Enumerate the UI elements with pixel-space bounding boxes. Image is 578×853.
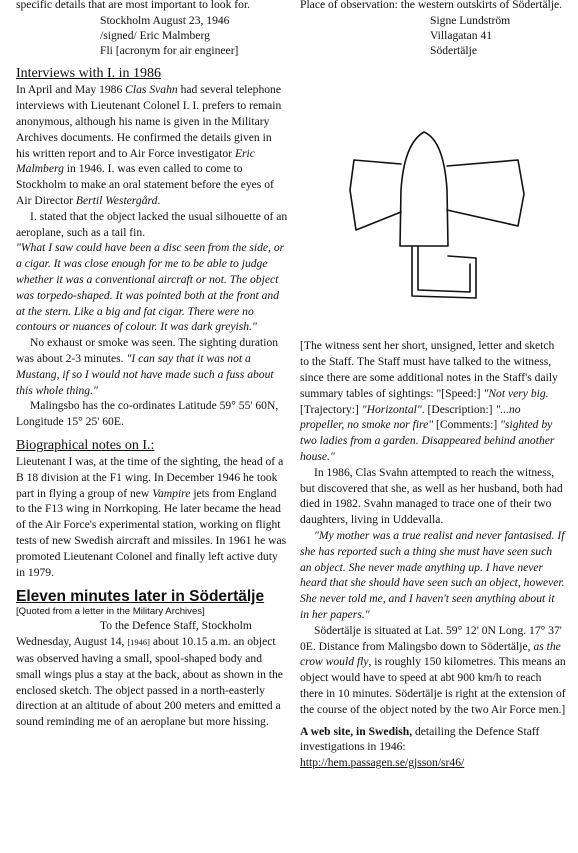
silhouette-paragraph: I. stated that the object lacked the usual silhouette of an aeroplane, such as a tail fin.: [16, 209, 288, 239]
daughter-quote: "My mother was a true realist and never fantasised. If she has reported such a thing she must have seen such an object. She never made anything up. I have never heard that she should have seen such an object, however. She never told me, and I haven't seen anything about it in her papers.": [300, 528, 565, 621]
right-column: [300, 0, 566, 771]
mustang-quote: "I can say that it was not a Mustang, if so I would not have made such a fuss about this whole thing.": [16, 351, 274, 397]
sketch-right-wing: [447, 160, 524, 226]
eleven-minutes-heading: Eleven minutes later in Södertälje: [16, 588, 265, 606]
bio-heading: Biographical notes on I.:: [16, 437, 155, 453]
place-of-observation: Place of observation: the western outskirts of Södertälje.: [300, 0, 563, 11]
exhaust-paragraph: No exhaust or smoke was seen. The sighting duration was about 2-3 minutes. "I can say that it was not a Mustang, if so I would not have made such a fuss about this whole thing.": [16, 336, 279, 397]
sig-line: Södertälje: [430, 44, 478, 58]
left-column: [16, 0, 288, 730]
coords-paragraph: Malingsbo has the co-ordinates Latitude 59° 55' 60N, Longitude 15° 25' 60E.: [16, 399, 279, 429]
sketch-body: [400, 132, 448, 246]
sig-line: Signe Lundström: [430, 13, 511, 27]
malmberg-signature: [100, 13, 288, 59]
letter-opening: To the Defence Staff, Stockholm: [100, 619, 252, 633]
sig-line: Villagatan 41: [430, 29, 493, 42]
sketch-left-wing: [350, 160, 401, 230]
letter-body: Wednesday, August 14, [1946] about 10.15 a.m. an object was observed having a small, spool-shaped body and small wings plus a stay at the back, about as shown in the enclosed sketch. The object passed in a north-easterly direction at an altitude of about 200 meters and emitted a sound reminding me of an aeroplane but more hissing.: [16, 635, 283, 729]
source-note: [Quoted from a letter in the Military Archives]: [16, 606, 205, 618]
lundstrom-signature: [430, 13, 566, 59]
interviews-paragraph: In April and May 1986 Clas Svahn had several telephone interviews with Lieutenant Colonel I. I. prefers to remain anonymous, although his name is given in the Military Archives documents. He confirmed the details given in his written report and to Air Force investigator Eric Malmberg in 1946. I. was even called to come to Stockholm to make an oral statement before the eyes of Air Director Bertil Westergård.: [16, 83, 282, 207]
witness-quote: "What I saw could have been a disc seen from the side, or a cigar. It was close enough for me to be able to judge whether it was a conventional aircraft or not. The object was torpedo-shaped. It was pointed both at the front and at the stern. Like a big and fat cigar. There were no contours or nuances of colour. It was dark greyish.": [16, 241, 285, 334]
sig-line: /signed/ Eric Malmberg: [100, 29, 210, 42]
staff-paragraph: [The witness sent her short, unsigned, letter and sketch to the Staff. The Staff must have talked to the witness, since there are some additional notes in the Staff's daily summary tables of sightings: "[Speed:] "Not very big. [Trajectory:] "Horizontal". [Description:] "...no propeller, no smoke nor fire" [Comments:] "sighted by two ladies from a garden. Disappeared behind another house.": [300, 339, 558, 463]
bio-paragraph: Lieutenant I was, at the time of the sighting, the head of a B 18 division at the F1 wing. In December 1946 he took part in flying a group of new Vampire jets from England to the F13 wing in Norrkoping. He later became the head of the Air Force's experimental station, working on flight tests of new Swedish aircraft and missiles. In 1961 he was promoted Lieutenant Colonel and finally left active duty in 1979.: [16, 454, 287, 579]
interviews-heading: Interviews with I. in 1986: [16, 66, 162, 82]
sig-line: Stockholm August 23, 1946: [100, 13, 230, 27]
witness-sketch: [306, 108, 556, 308]
sig-line: Fli [acronym for air engineer]: [100, 44, 239, 58]
svahn-1986-paragraph: In 1986, Clas Svahn attempted to reach the witness, but discovered that she, as well as her husband, both had died in 1982. Svahn managed to trace one of their two daughters, living in Uddevalla.: [300, 465, 563, 527]
intro-tail: specific details that are most important to look for.: [16, 0, 251, 11]
web-site-link[interactable]: http://hem.passagen.se/gjsson/sr46/: [300, 756, 465, 770]
sketch-stay-inner: [418, 246, 470, 292]
sodertalje-paragraph: Södertälje is situated at Lat. 59° 12' 0N Long. 17° 37' 0E. Distance from Malingsbo down to Södertälje, as the crow would fly, is roughly 150 kilometres. This means an object would have to speed at abt 900 km/h to reach there in 10 minutes. Södertälje is right at the extension of the course of the object noted by the two Air Force men.]: [300, 623, 566, 716]
web-site-note: A web site, in Swedish, detailing the Defence Staff investigations in 1946:: [300, 724, 540, 754]
